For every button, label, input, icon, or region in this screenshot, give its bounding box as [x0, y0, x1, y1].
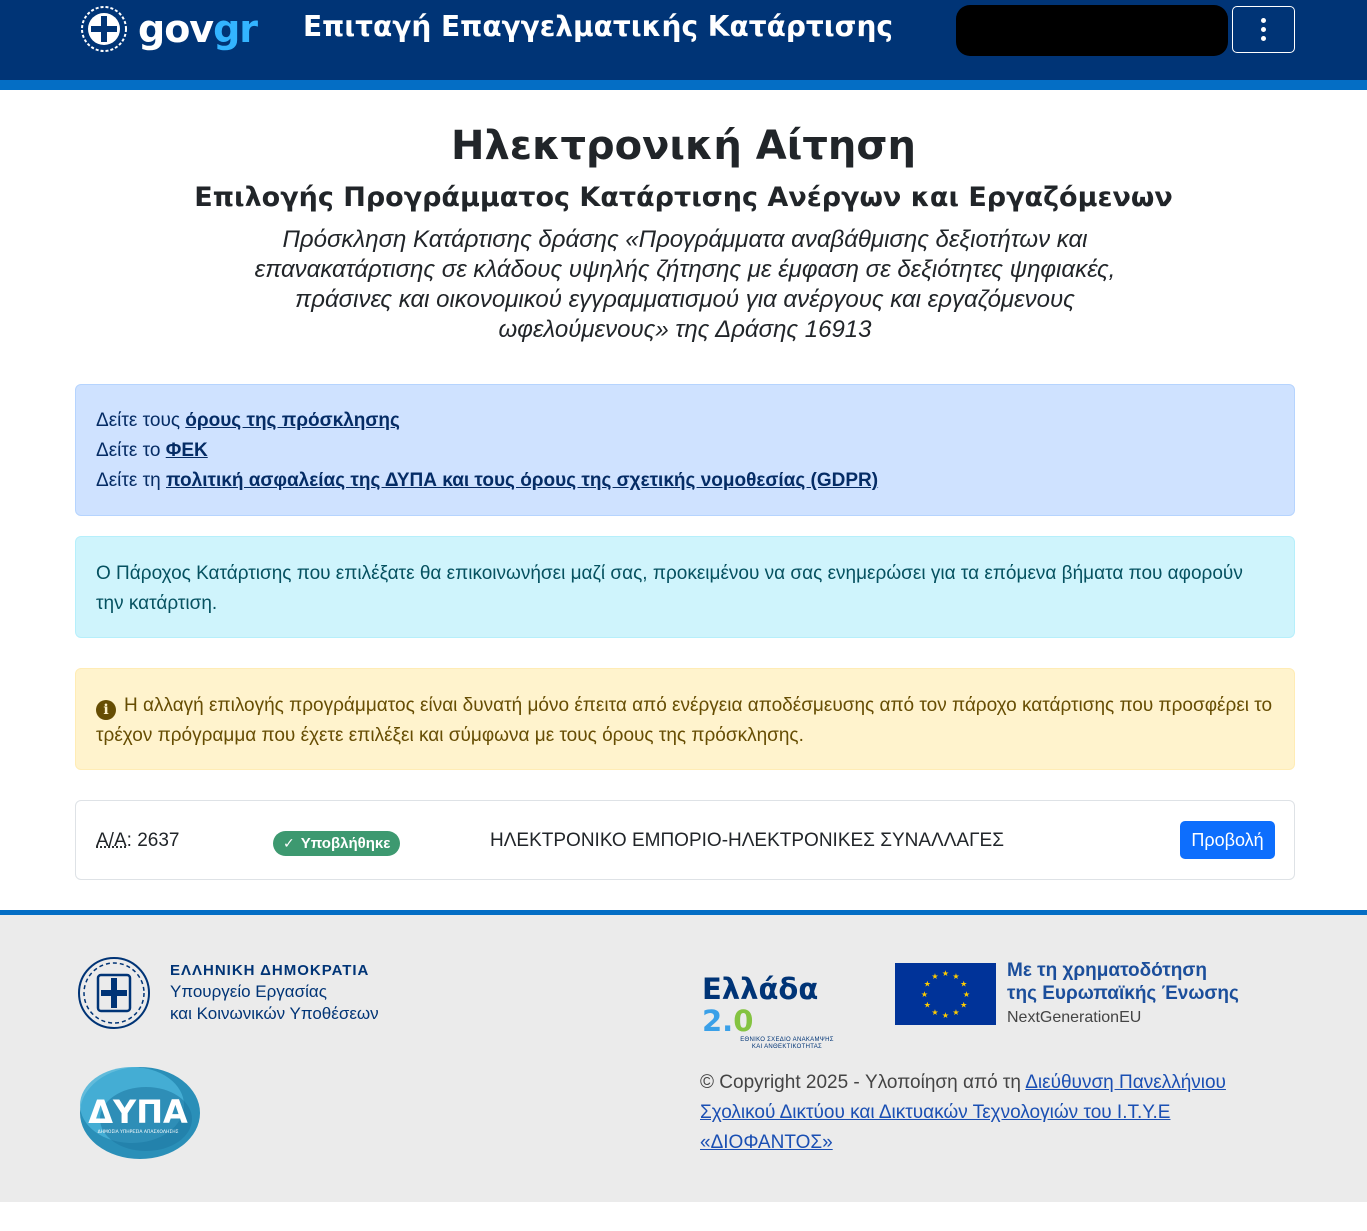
- eu-star-icon: ★: [941, 1011, 950, 1020]
- status-badge: [273, 831, 400, 856]
- gdpr-policy-link[interactable]: πολιτική ασφαλείας της ΔΥΠΑ και τους όρους της σχετικής νομοθεσίας (GDPR): [166, 470, 879, 491]
- links-alert: [75, 384, 1295, 516]
- call-description: Πρόσκληση Κατάρτισης δράσης «Προγράμματα αναβάθμισης δεξιοτήτων και επανακατάρτισης σε κλάδους υψηλής ζήτησης με έμφαση σε δεξιότητες ψηφιακές, πράσινες και οικονομικού εγγραμματισμού για ανέργους και εργαζόμενους ωφελούμενους» της Δράσης 16913: [254, 226, 1116, 343]
- svg-text:ΔΗΜΟΣΙΑ ΥΠΗΡΕΣΙΑ ΑΠΑΣΧΟΛΗΣΗΣ: ΔΗΜΟΣΙΑ ΥΠΗΡΕΣΙΑ ΑΠΑΣΧΟΛΗΣΗΣ: [97, 1130, 179, 1135]
- status-badge-label: Υποβλήθηκε: [300, 835, 391, 852]
- eu-star-icon: ★: [952, 1008, 960, 1018]
- info-alert-text: Ο Πάροχος Κατάρτισης που επιλέξατε θα επικοινωνήσει μαζί σας, προκειμένου να σας ενημερώσει για τα επόμενα βήματα που αφορούν την κατάρτιση.: [96, 563, 1243, 614]
- app-title: Επιταγή Επαγγελματικής Κατάρτισης: [303, 10, 893, 43]
- eu-flag-icon: [895, 963, 996, 1025]
- eu-star-icon: ★: [923, 979, 931, 989]
- aa-label: Α/Α: [96, 830, 127, 851]
- greece-2-0-logo: Ελλάδα 2.0 ΕΘΝΙΚΟ ΣΧΕΔΙΟ ΑΝΑΚΑΜΨΗΣ ΚΑΙ ΑΝΘΕΚΤΙΚΟΤΗΤΑΣ: [702, 972, 834, 1050]
- application-card: [75, 800, 1295, 880]
- program-name: ΗΛΕΚΤΡΟΝΙΚΟ ΕΜΠΟΡΙΟ-ΗΛΕΚΤΡΟΝΙΚΕΣ ΣΥΝΑΛΛΑΓΕΣ: [490, 830, 1004, 851]
- application-number: Α/Α: 2637: [96, 830, 180, 851]
- info-circle-icon: i: [96, 700, 116, 720]
- warning-alert: [75, 668, 1295, 770]
- svg-text:ΔΥΠΑ: ΔΥΠΑ: [88, 1093, 188, 1131]
- terms-line: Δείτε τους όρους της πρόσκλησης: [96, 410, 400, 431]
- eu-star-icon: ★: [960, 1000, 968, 1010]
- eu-funding-text: Με τη χρηματοδότηση της Ευρωπαϊκής Ένωσης NextGenerationEU: [1007, 960, 1239, 1026]
- page-title: Ηλεκτρονική Αίτηση: [451, 123, 916, 169]
- eu-star-icon: ★: [941, 969, 950, 978]
- greek-emblem-icon: [80, 5, 128, 53]
- site-header: [0, 0, 1367, 80]
- site-footer: [0, 915, 1367, 1202]
- call-terms-link[interactable]: όρους της πρόσκλησης: [185, 410, 400, 431]
- eu-star-icon: ★: [931, 1008, 939, 1018]
- page-subtitle: Επιλογής Προγράμματος Κατάρτισης Ανέργων και Εργαζόμενων: [194, 182, 1173, 213]
- fek-link[interactable]: ΦΕΚ: [165, 440, 208, 461]
- info-alert: [75, 536, 1295, 638]
- header-stripe: [0, 80, 1367, 90]
- kebab-menu-button[interactable]: [1232, 6, 1295, 53]
- warning-alert-text: Η αλλαγή επιλογής προγράμματος είναι δυνατή μόνο έπειτα από ενέργεια αποδέσμευσης από τον πάροχο κατάρτισης που προσφέρει το τρέχον πρόγραμμα που έχετε επιλέξει και σύμφωνα με τους όρους της πρόσκλησης.: [96, 695, 1273, 746]
- check-icon: ✓: [283, 835, 295, 851]
- eu-star-icon: ★: [920, 990, 929, 999]
- copyright-text: © Copyright 2025 - Υλοποίηση από τη Διεύθυνση Πανελλήνιου Σχολικού Δικτύου και Δικτυακών Τεχνολογιών του Ι.Τ.Υ.Ε «ΔΙΟΦΑΝΤΟΣ»: [700, 1072, 1226, 1153]
- hellenic-republic-emblem-icon: [76, 955, 152, 1031]
- eu-star-icon: ★: [960, 979, 968, 989]
- eu-star-icon: ★: [962, 990, 971, 999]
- user-info-redacted: [956, 5, 1228, 56]
- dypa-logo: [74, 1061, 202, 1161]
- govgr-wordmark: govgr: [138, 7, 258, 51]
- view-button[interactable]: Προβολή: [1180, 821, 1275, 859]
- diofantos-link[interactable]: Διεύθυνση Πανελλήνιου Σχολικού Δικτύου και Δικτυακών Τεχνολογιών του Ι.Τ.Υ.Ε «ΔΙΟΦΑΝΤΟΣ»: [700, 1072, 1226, 1153]
- more-vertical-icon: [1261, 18, 1266, 41]
- gdpr-line: Δείτε τη πολιτική ασφαλείας της ΔΥΠΑ και τους όρους της σχετικής νομοθεσίας (GDPR): [96, 470, 879, 491]
- fek-line: Δείτε το ΦΕΚ: [96, 440, 208, 461]
- aa-value: 2637: [137, 830, 180, 851]
- eu-star-icon: ★: [931, 971, 939, 981]
- eu-star-icon: ★: [923, 1000, 931, 1010]
- govgr-logo[interactable]: [80, 5, 257, 53]
- eu-star-icon: ★: [952, 971, 960, 981]
- ministry-logo-text: ΕΛΛΗΝΙΚΗ ΔΗΜΟΚΡΑΤΙΑ Υπουργείο Εργασίας και Κοινωνικών Υποθέσεων: [170, 962, 379, 1023]
